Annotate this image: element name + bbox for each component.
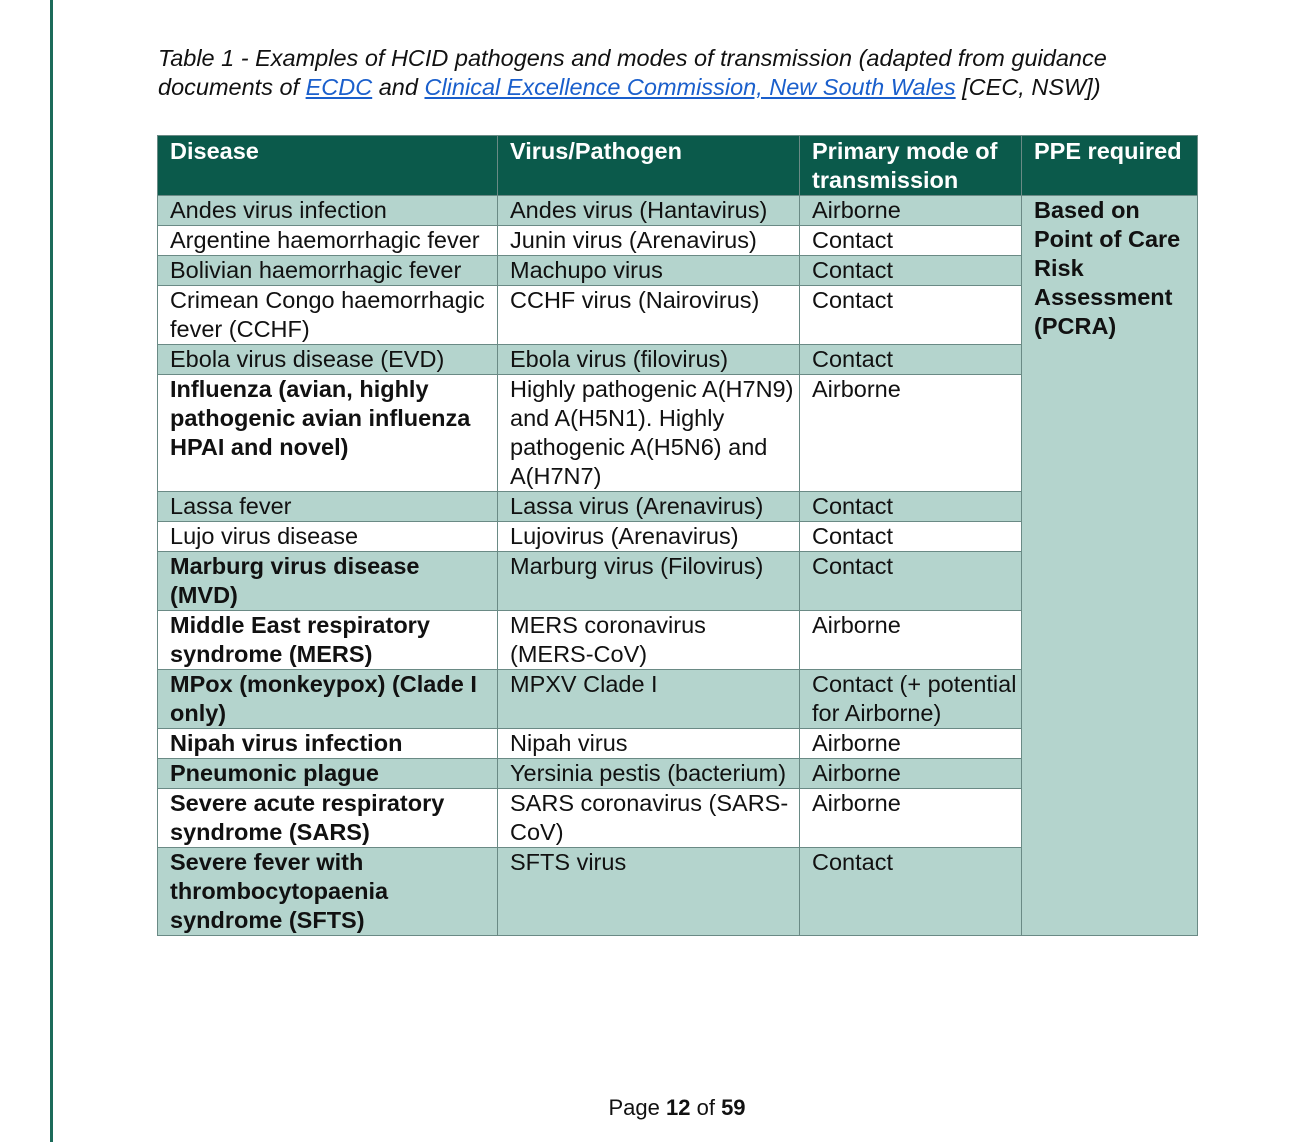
pathogen-cell: MERS coronavirus (MERS-CoV)	[498, 611, 800, 670]
left-accent-rule	[50, 0, 53, 1142]
mode-cell: Airborne	[800, 375, 1022, 492]
pathogen-cell: CCHF virus (Nairovirus)	[498, 286, 800, 345]
current-page-number: 12	[665, 1095, 691, 1120]
total-pages-number: 59	[721, 1095, 746, 1120]
table-row	[158, 196, 1198, 226]
disease-cell: Nipah virus infection	[158, 729, 498, 759]
cec-nsw-link[interactable]: Clinical Excellence Commission, New South Wales	[424, 74, 956, 100]
pathogen-cell: Machupo virus	[498, 256, 800, 286]
pathogen-cell: Lassa virus (Arenavirus)	[498, 492, 800, 522]
mode-cell: Airborne	[800, 611, 1022, 670]
pathogen-cell: Junin virus (Arenavirus)	[498, 226, 800, 256]
of-label: of	[696, 1095, 715, 1120]
mode-cell: Contact	[800, 552, 1022, 611]
pathogen-cell: Highly pathogenic A(H7N9) and A(H5N1). Highly pathogenic A(H5N6) and A(H7N7)	[498, 375, 800, 492]
mode-cell: Airborne	[800, 789, 1022, 848]
mode-cell: Contact (+ potential for Airborne)	[800, 670, 1022, 729]
ecdc-link[interactable]: ECDC	[305, 74, 373, 100]
pathogen-cell: SFTS virus	[498, 848, 800, 936]
header-disease: Disease	[158, 136, 498, 196]
pathogen-cell: Yersinia pestis (bacterium)	[498, 759, 800, 789]
caption-middle: and	[372, 74, 425, 100]
pathogen-cell: Lujovirus (Arenavirus)	[498, 522, 800, 552]
ppe-cell: Based on Point of Care Risk Assessment (PCRA)	[1022, 196, 1198, 936]
mode-cell: Contact	[800, 848, 1022, 936]
mode-cell: Airborne	[800, 196, 1022, 226]
caption-prefix: Table 1 - Examples of HCID pathogens and modes of transmission (adapted from guidance documents of	[158, 45, 1107, 100]
header-pathogen: Virus/Pathogen	[498, 136, 800, 196]
header-mode: Primary mode of transmission	[800, 136, 1022, 196]
mode-cell: Contact	[800, 226, 1022, 256]
disease-cell: MPox (monkeypox) (Clade I only)	[158, 670, 498, 729]
table-header-row	[158, 136, 1198, 196]
disease-cell: Andes virus infection	[158, 196, 498, 226]
disease-cell: Marburg virus disease (MVD)	[158, 552, 498, 611]
disease-cell: Severe fever with thrombocytopaenia syndrome (SFTS)	[158, 848, 498, 936]
pathogen-cell: MPXV Clade I	[498, 670, 800, 729]
disease-cell: Influenza (avian, highly pathogenic avian influenza HPAI and novel)	[158, 375, 498, 492]
mode-cell: Airborne	[800, 759, 1022, 789]
disease-cell: Ebola virus disease (EVD)	[158, 345, 498, 375]
disease-cell: Lujo virus disease	[158, 522, 498, 552]
header-ppe: PPE required	[1022, 136, 1198, 196]
pathogen-cell: SARS coronavirus (SARS-CoV)	[498, 789, 800, 848]
table-caption	[158, 44, 1218, 102]
mode-cell: Contact	[800, 492, 1022, 522]
mode-cell: Airborne	[800, 729, 1022, 759]
pathogen-cell: Marburg virus (Filovirus)	[498, 552, 800, 611]
mode-cell: Contact	[800, 256, 1022, 286]
disease-cell: Argentine haemorrhagic fever	[158, 226, 498, 256]
page-footer	[0, 1095, 1290, 1121]
disease-cell: Severe acute respiratory syndrome (SARS)	[158, 789, 498, 848]
pathogen-cell: Nipah virus	[498, 729, 800, 759]
pathogen-cell: Andes virus (Hantavirus)	[498, 196, 800, 226]
caption-suffix: [CEC, NSW])	[955, 74, 1101, 100]
hcid-pathogens-table	[157, 135, 1198, 936]
page-label: Page	[608, 1095, 660, 1120]
disease-cell: Pneumonic plague	[158, 759, 498, 789]
pathogen-cell: Ebola virus (filovirus)	[498, 345, 800, 375]
mode-cell: Contact	[800, 522, 1022, 552]
disease-cell: Middle East respiratory syndrome (MERS)	[158, 611, 498, 670]
disease-cell: Lassa fever	[158, 492, 498, 522]
disease-cell: Crimean Congo haemorrhagic fever (CCHF)	[158, 286, 498, 345]
mode-cell: Contact	[800, 345, 1022, 375]
mode-cell: Contact	[800, 286, 1022, 345]
disease-cell: Bolivian haemorrhagic fever	[158, 256, 498, 286]
